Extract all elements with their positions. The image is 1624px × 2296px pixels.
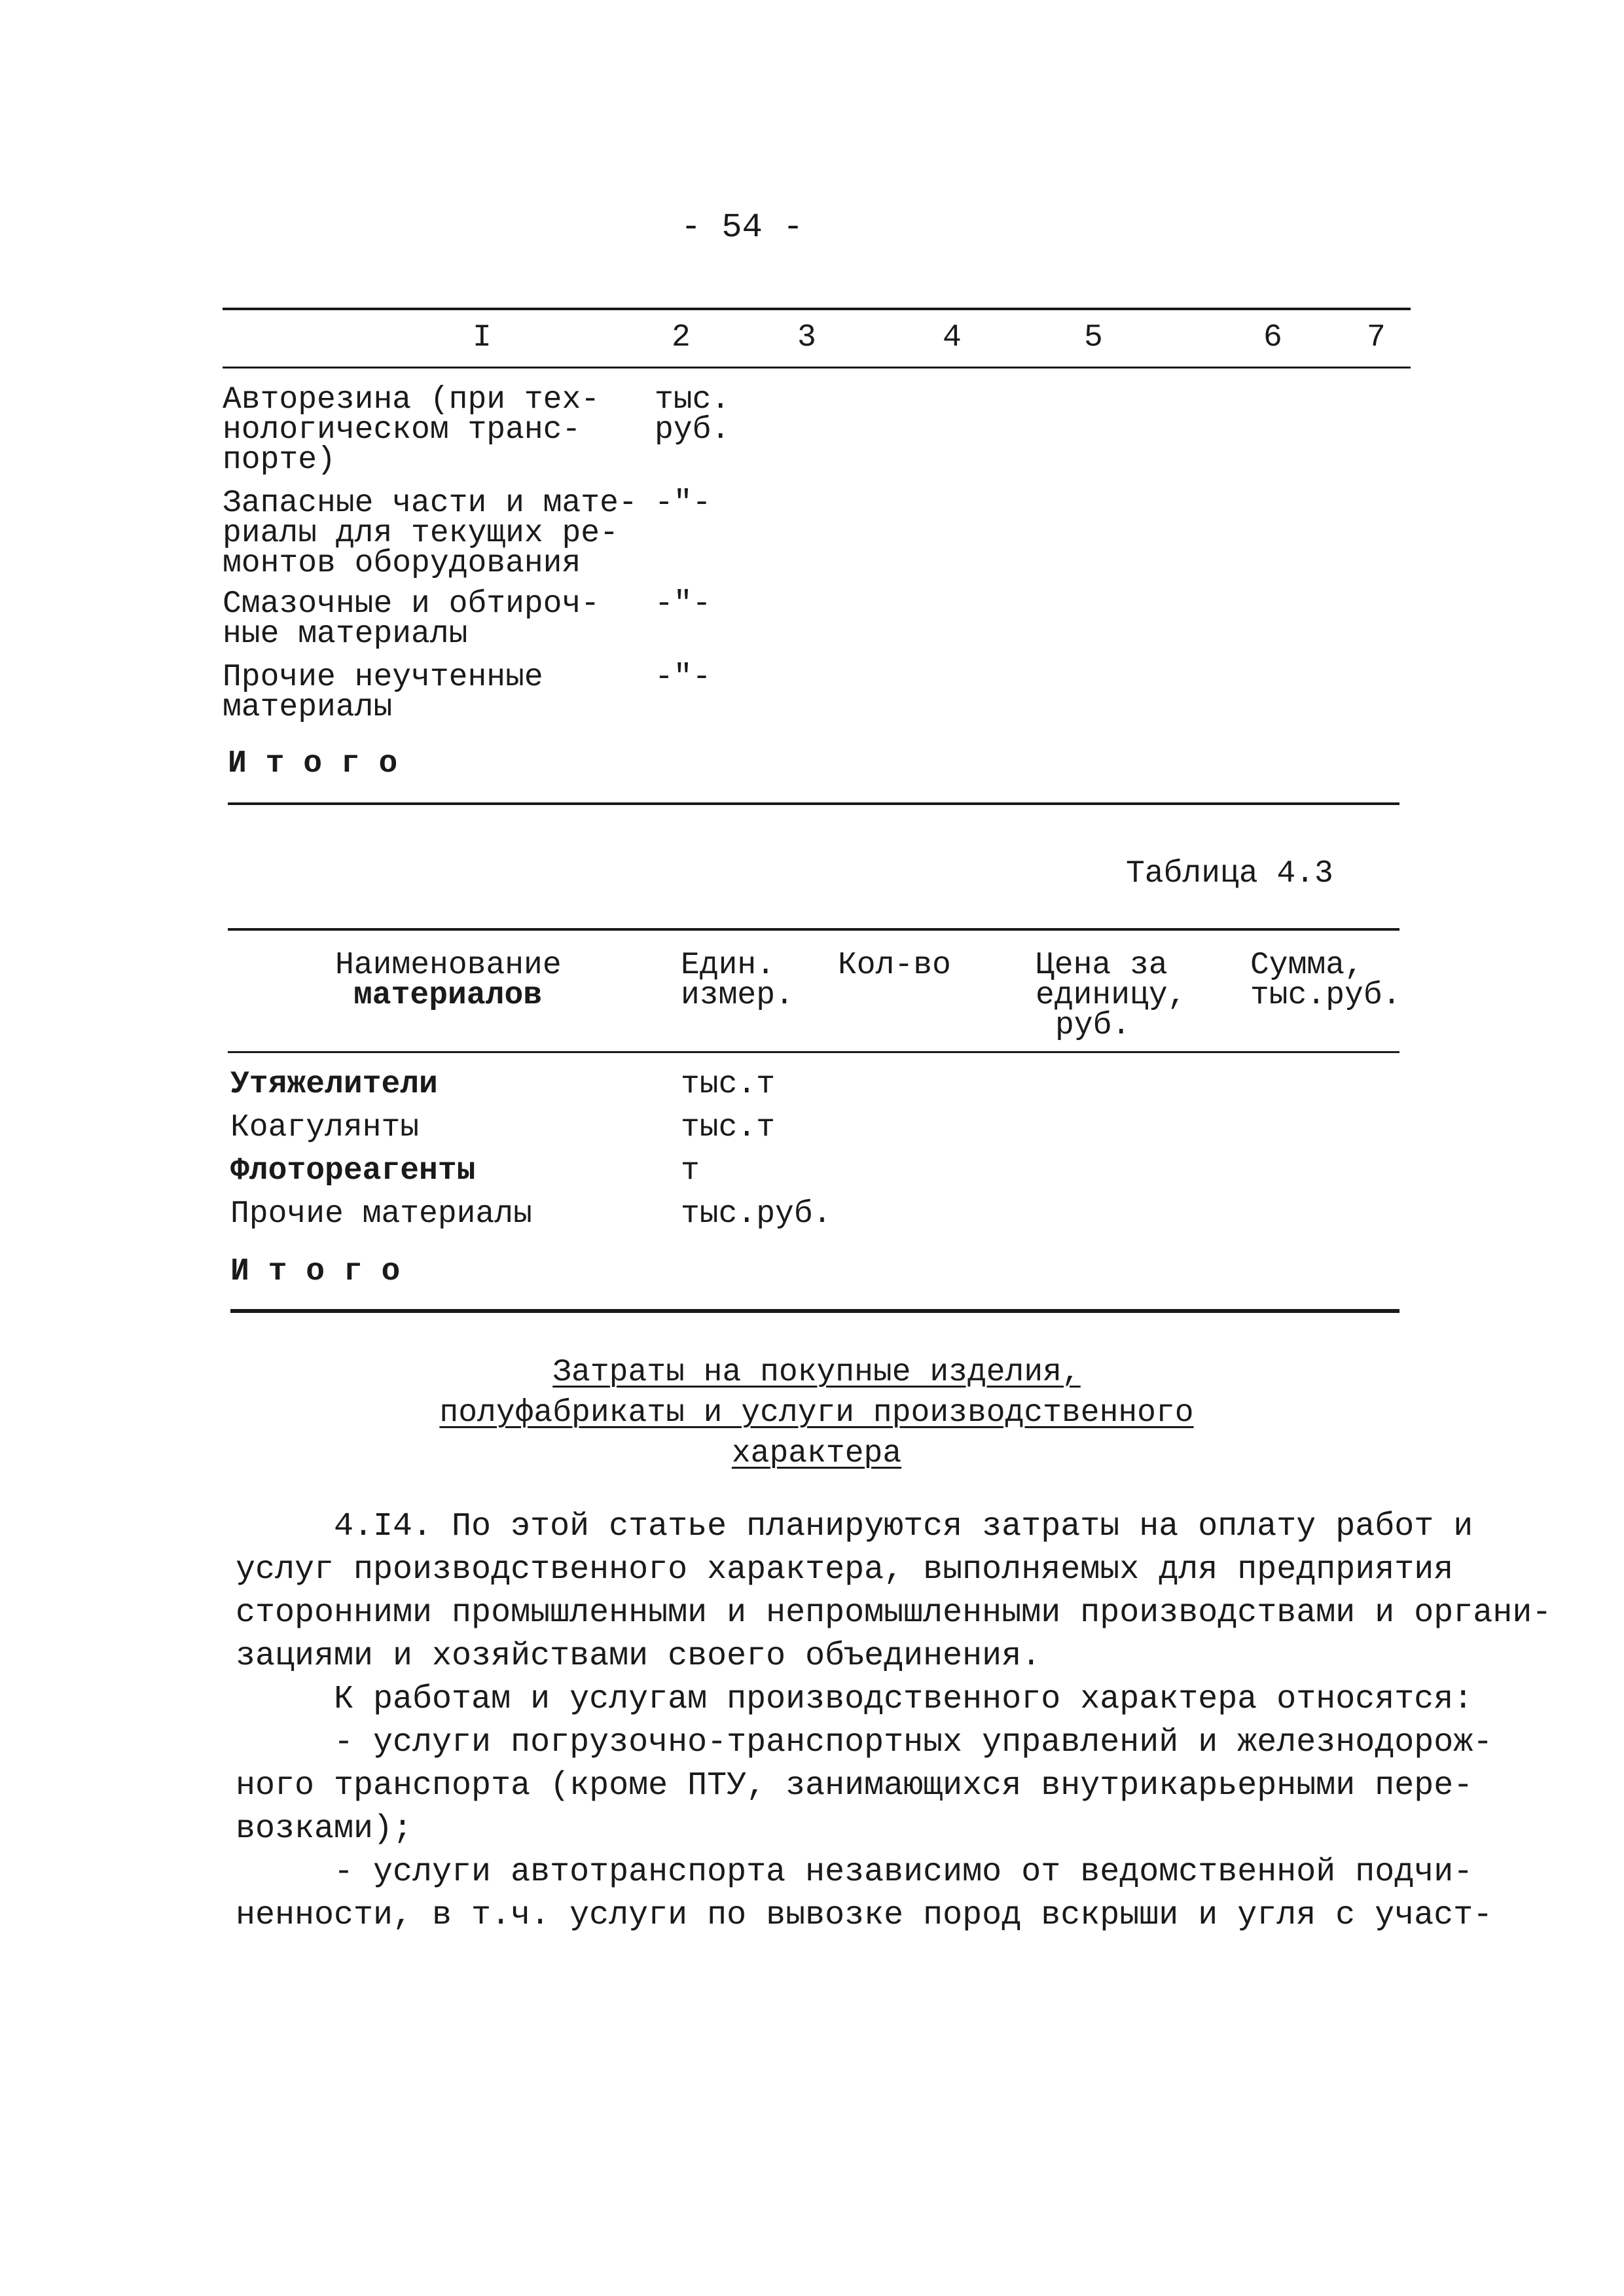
column-number: I [473, 320, 492, 355]
table-header-rule [223, 367, 1411, 368]
header-price: руб. [1055, 1008, 1131, 1043]
table-row-name: Утяжелители [230, 1067, 438, 1102]
table-row-unit: тыс. [655, 382, 731, 418]
table-row-name: материалы [223, 690, 393, 725]
table-top-rule [223, 308, 1411, 310]
header-sum: Сумма, [1250, 948, 1363, 983]
table-top-rule [228, 928, 1399, 931]
column-number: 4 [943, 320, 962, 355]
table-bottom-rule [228, 802, 1399, 805]
page-number: - 54 - [681, 208, 804, 247]
table-row-name: ные материалы [223, 617, 468, 652]
table-row-unit: т [681, 1153, 700, 1189]
body-line: зациями и хозяйствами своего объединения. [236, 1638, 1041, 1675]
table-row-unit: тыс.руб. [681, 1196, 832, 1232]
table-row-name: Флотореагенты [230, 1153, 476, 1189]
column-number: 2 [672, 320, 691, 355]
section-heading-line: характера [731, 1436, 902, 1471]
table-row-unit: руб. [655, 412, 731, 448]
table-total-label: И т о г о [230, 1254, 401, 1289]
column-number: 3 [797, 320, 816, 355]
table-row-name: Прочие неучтенные [223, 660, 543, 695]
table-row-name: Запасные части и мате- [223, 486, 638, 521]
header-name: Наименование [335, 948, 562, 983]
table-total-label: И т о г о [228, 746, 398, 781]
section-heading-line: Затраты на покупные изделия, [552, 1355, 1081, 1390]
header-name: материалов [353, 978, 543, 1013]
header-sum: тыс.руб. [1250, 978, 1401, 1013]
header-unit: измер. [681, 978, 794, 1013]
table-row-unit: -"- [655, 660, 712, 695]
header-qty: Кол-во [838, 948, 951, 983]
table-row-name: порте) [223, 442, 336, 478]
column-number: 7 [1367, 320, 1386, 355]
table-header-rule [228, 1051, 1399, 1053]
table-row-name: нологическом транс- [223, 412, 581, 448]
header-price: Цена за [1036, 948, 1168, 983]
table-bottom-rule [230, 1309, 1399, 1313]
body-line: возками); [236, 1810, 413, 1848]
header-price: единицу, [1036, 978, 1187, 1013]
table-row-unit: тыс.т [681, 1110, 776, 1145]
column-number: 5 [1084, 320, 1103, 355]
body-line: - услуги погрузочно-транспортных управлений и железнодорож- [236, 1724, 1493, 1761]
body-line: услуг производственного характера, выполняемых для предприятия [236, 1551, 1454, 1588]
table-row-unit: тыс.т [681, 1067, 776, 1102]
table-row-name: монтов оборудования [223, 546, 581, 581]
body-line: К работам и услугам производственного характера относятся: [236, 1681, 1473, 1718]
body-line: ненности, в т.ч. услуги по вывозке пород вскрыши и угля с участ- [236, 1897, 1493, 1934]
body-line: - услуги автотранспорта независимо от ведомственной подчи- [236, 1854, 1473, 1891]
body-line: ного транспорта (кроме ПТУ, занимающихся внутрикарьерными пере- [236, 1767, 1473, 1804]
table-row-name: Авторезина (при тех- [223, 382, 600, 418]
table-row-name: Коагулянты [230, 1110, 420, 1145]
section-heading-line: полуфабрикаты и услуги производственного [439, 1395, 1194, 1431]
header-unit: Един. [681, 948, 776, 983]
table-row-unit: -"- [655, 586, 712, 622]
column-number: 6 [1263, 320, 1282, 355]
table-row-unit: -"- [655, 486, 712, 521]
table-caption: Таблица 4.3 [1126, 856, 1333, 891]
body-line: сторонними промышленными и непромышленными производствами и органи- [236, 1594, 1552, 1632]
table-row-name: риалы для текущих ре- [223, 516, 619, 551]
table-row-name: Смазочные и обтироч- [223, 586, 600, 622]
table-row-name: Прочие материалы [230, 1196, 532, 1232]
body-line: 4.I4. По этой статье планируются затраты на оплату работ и [236, 1508, 1473, 1545]
